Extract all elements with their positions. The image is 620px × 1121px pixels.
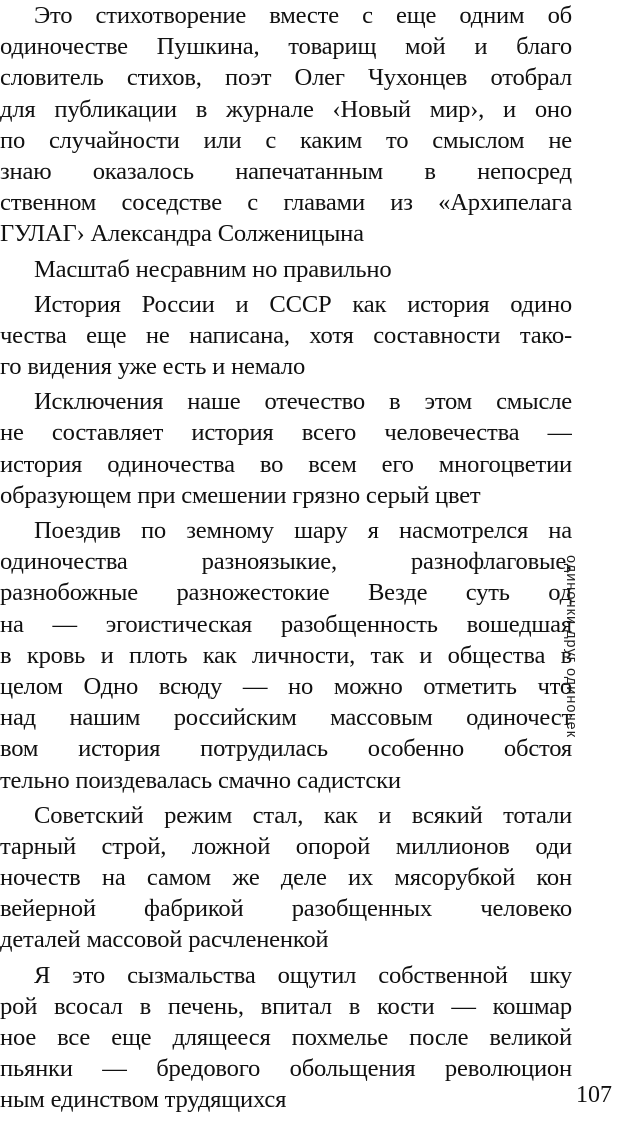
text-line: ное все еще длящееся похмелье после великой bbox=[0, 1024, 572, 1051]
text-line: Я это сызмальства ощутил собственной шку bbox=[34, 961, 572, 989]
text-line: по случайности или с каким то смыслом не bbox=[0, 126, 572, 154]
text-line: в кровь и плоть как личности, так и общества в bbox=[0, 641, 572, 669]
text-line: Масштаб несравним но правильно bbox=[34, 255, 392, 283]
page-number: 107 bbox=[576, 1082, 612, 1108]
text-line: ночеств на самом же деле их мясорубкой кон bbox=[0, 864, 572, 892]
paragraph bbox=[0, 386, 572, 511]
text-line: для публикации в журнале ‹Новый мир›, и оно bbox=[0, 95, 572, 123]
text-line: знаю оказалось напечатанным в непосред bbox=[0, 157, 572, 185]
text-line: вом история потрудилась особенно обстоя bbox=[0, 735, 572, 763]
paragraph bbox=[0, 289, 572, 383]
text-line: тельно поиздевалась смачно садистски bbox=[0, 766, 401, 794]
text-line: словитель стихов, поэт Олег Чухонцев отобрал bbox=[0, 64, 572, 92]
paragraph bbox=[0, 0, 572, 250]
text-line: одиночества разноязыкие, разнофлаговые, bbox=[0, 548, 572, 576]
text-line: Исключения наше отечество в этом смысле bbox=[34, 388, 572, 416]
text-line: История России и СССР как история одино bbox=[34, 290, 572, 318]
text-line: Поездив по земному шару я насмотрелся на bbox=[34, 517, 572, 544]
text-line: одиночестве Пушкина, товарищ мой и благо bbox=[0, 33, 572, 61]
text-line: Советский режим стал, как и всякий тотали bbox=[34, 801, 572, 829]
running-head: одиночки друг одиночек bbox=[563, 555, 579, 739]
text-line: образующем при смешении грязно серый цвет bbox=[0, 481, 481, 509]
paragraph bbox=[0, 515, 572, 796]
paragraph bbox=[0, 960, 572, 1116]
paragraph bbox=[0, 254, 572, 285]
text-line: история одиночества во всем его многоцветии bbox=[0, 450, 572, 478]
text-line: вейерной фабрикой разобщенных человеко bbox=[0, 895, 572, 923]
text-line: ным единством трудящихся bbox=[0, 1086, 287, 1114]
text-line: над нашим российским массовым одиночест bbox=[0, 704, 572, 732]
text-line: на — эгоистическая разобщенность вошедшая bbox=[0, 610, 572, 638]
text-line: ственном соседстве с главами из «Архипелага bbox=[0, 189, 572, 217]
text-line: тарный строй, ложной опорой миллионов оди bbox=[0, 832, 572, 860]
text-line: рой всосал в печень, впитал в кости — кошмар bbox=[0, 992, 572, 1020]
text-line: ГУЛАГ› Александра Солженицына bbox=[0, 220, 364, 248]
paragraph bbox=[0, 800, 572, 956]
text-line: пьянки — бредового обольщения революцион bbox=[0, 1055, 572, 1083]
text-line: целом Одно всюду — но можно отметить что bbox=[0, 672, 572, 700]
text-line: разнобожные разножестокие Везде суть од bbox=[0, 579, 572, 607]
text-line: не составляет история всего человечества — bbox=[0, 419, 572, 447]
text-line: го видения уже есть и немало bbox=[0, 353, 306, 381]
text-line: Это стихотворение вместе с еще одним об bbox=[34, 2, 572, 29]
text-line: деталей массовой расчлененкой bbox=[0, 926, 329, 954]
text-line: чества еще не написана, хотя составности тако- bbox=[0, 321, 572, 349]
